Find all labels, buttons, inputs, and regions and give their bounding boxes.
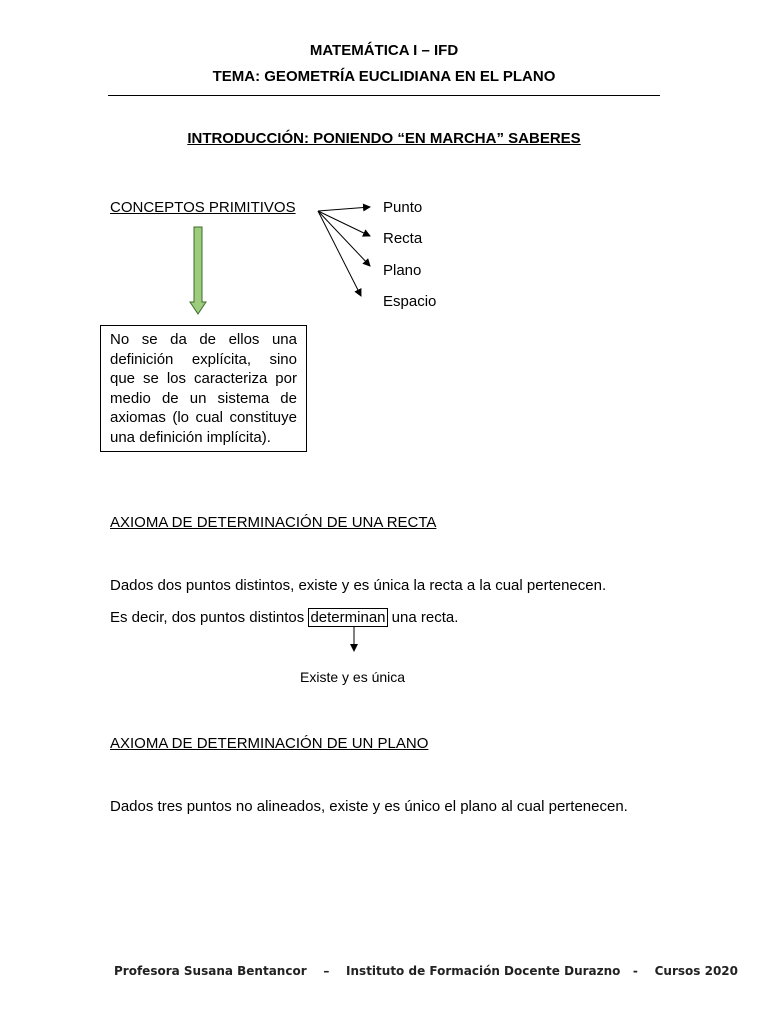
determinan-boxed-word: determinan — [310, 609, 386, 626]
axiom-line-statement: Dados dos puntos distintos, existe y es única la recta a la cual pertenecen. — [110, 577, 607, 594]
intro-title: INTRODUCCIÓN: PONIENDO “EN MARCHA” SABERES — [187, 130, 581, 147]
determinan-note: Existe y es única — [300, 669, 406, 685]
document-course-title: MATEMÁTICA I – IFD — [309, 42, 459, 59]
page-footer: Profesora Susana Bentancor – Instituto de Formación Docente Durazno - Cursos 2020 — [114, 964, 738, 978]
primitive-item-recta: Recta — [383, 230, 423, 247]
primitives-definition-box: No se da de ellos una definición explícita, sino que se los caracteriza por medio de un sistema de axiomas (lo cual constituye una definición implícita). — [100, 325, 307, 452]
arrow-to-recta — [318, 211, 370, 236]
arrow-to-punto — [318, 207, 370, 211]
fan-arrows — [318, 207, 370, 296]
primitives-label: CONCEPTOS PRIMITIVOS — [110, 199, 296, 216]
axiom-plane-statement: Dados tres puntos no alineados, existe y es único el plano al cual pertenecen. — [110, 798, 628, 815]
axiom-line-sentence — [110, 609, 458, 626]
arrow-to-plano — [318, 211, 370, 266]
primitive-item-plano: Plano — [383, 262, 422, 279]
sentence-before: Es decir, dos puntos distintos — [110, 609, 309, 626]
axiom-line-title: AXIOMA DE DETERMINACIÓN DE UNA RECTA — [110, 514, 437, 531]
sentence-after: una recta. — [387, 609, 459, 626]
axiom-plane-title: AXIOMA DE DETERMINACIÓN DE UN PLANO — [110, 735, 429, 752]
arrow-to-espacio — [318, 211, 361, 296]
green-down-arrow — [190, 227, 206, 314]
primitive-item-punto: Punto — [383, 199, 423, 216]
document-topic-title: TEMA: GEOMETRÍA EUCLIDIANA EN EL PLANO — [212, 68, 556, 85]
primitive-item-espacio: Espacio — [383, 293, 437, 310]
